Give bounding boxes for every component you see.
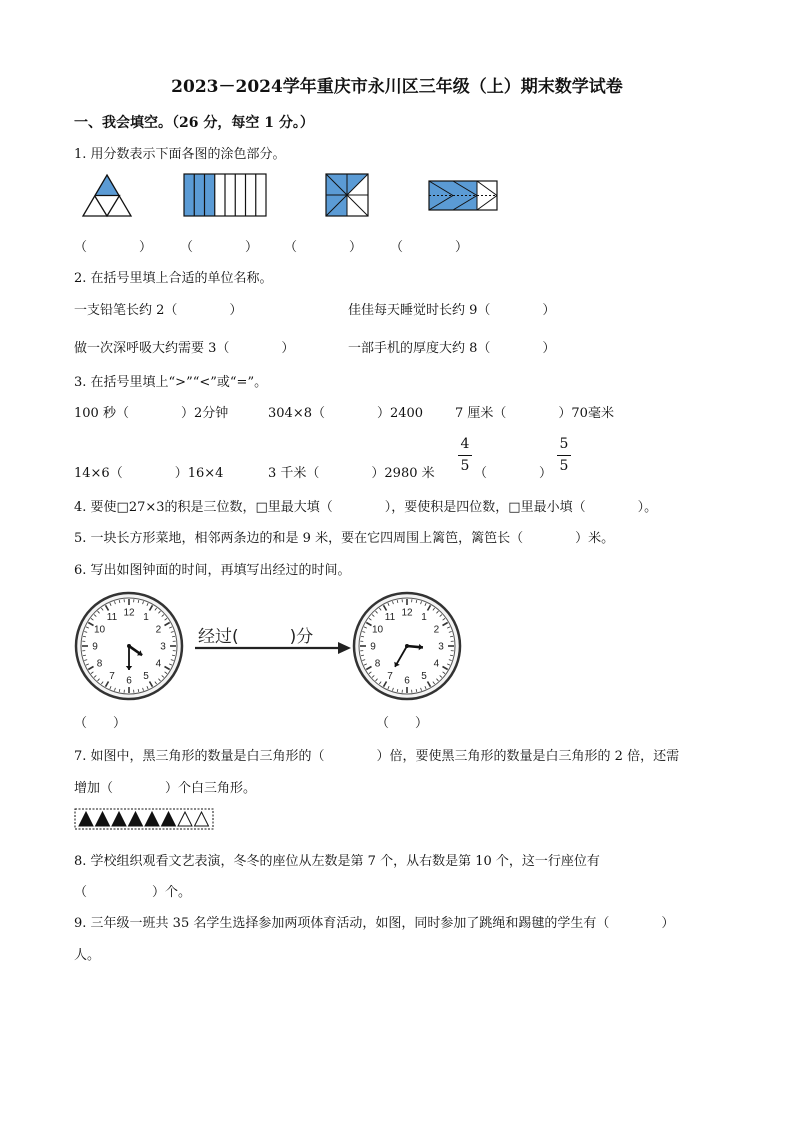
question-6: 6. 写出如图钟面的时间，再填写出经过的时间。 xyxy=(74,563,351,578)
black-triangle xyxy=(96,812,110,826)
clock-number: 9 xyxy=(92,641,98,653)
black-triangle xyxy=(79,812,93,826)
question-2a[interactable]: 一支铅笔长约 2（ ） xyxy=(74,303,243,318)
fraction-denominator: 5 xyxy=(559,458,569,474)
answer-blank[interactable]: （ ） xyxy=(74,240,153,255)
clock-number: 8 xyxy=(374,658,381,670)
figure-strips xyxy=(183,173,267,217)
question-8: 8. 学校组织观看文艺表演，冬冬的座位从左数是第 7 个，从右数是第 10 个，这一行座位有 xyxy=(74,854,600,869)
clock-number: 4 xyxy=(433,658,440,670)
question-3: 3. 在括号里填上“>”“<”或“=”。 xyxy=(74,375,268,390)
question-2d[interactable]: 一部手机的厚度大约 8（ ） xyxy=(348,341,556,356)
figure-square xyxy=(325,173,369,217)
question-2: 2. 在括号里填上合适的单位名称。 xyxy=(74,271,273,286)
answer-blank[interactable]: （ ） xyxy=(390,240,469,255)
compare-item[interactable]: 304×8（ ）2400 xyxy=(268,406,424,421)
white-triangle xyxy=(195,812,209,826)
clock-number: 11 xyxy=(384,612,396,624)
question-2b[interactable]: 佳佳每天睡觉时长约 9（ ） xyxy=(348,303,556,318)
clock-number: 6 xyxy=(126,675,132,687)
question-2c[interactable]: 做一次深呼吸大约需要 3（ ） xyxy=(74,341,295,356)
black-triangle xyxy=(145,812,159,826)
compare-item[interactable]: 7 厘米（ ）70毫米 xyxy=(455,406,614,421)
answer-blank[interactable]: （ ） xyxy=(284,240,363,255)
question-7[interactable]: 7. 如图中，黑三角形的数量是白三角形的（ ）倍，要使黑三角形的数量是白三角形的 2 倍，还需 xyxy=(74,749,680,764)
clock-number: 10 xyxy=(93,624,106,636)
fraction-numerator: 5 xyxy=(559,436,569,452)
clock-number: 5 xyxy=(143,670,149,682)
clock-number: 1 xyxy=(421,612,427,624)
triangle-row xyxy=(74,808,214,830)
clock-number: 12 xyxy=(401,607,413,619)
black-triangle xyxy=(112,812,126,826)
clock-number: 12 xyxy=(123,607,135,619)
clock-number: 6 xyxy=(404,675,410,687)
clock-number: 9 xyxy=(370,641,376,653)
clock-number: 3 xyxy=(438,641,444,653)
compare-item[interactable]: 3 千米（ ）2980 米 xyxy=(268,466,435,481)
question-5[interactable]: 5. 一块长方形菜地，相邻两条边的和是 9 米，要在它四周围上篱笆，篱笆长（ ）米。 xyxy=(74,531,615,546)
fraction-bar xyxy=(557,455,571,456)
clock-number: 7 xyxy=(387,670,393,682)
compare-item[interactable]: 14×6（ ）16×4 xyxy=(74,466,224,481)
clock-number: 2 xyxy=(155,624,162,636)
clock-number: 1 xyxy=(143,612,149,624)
section-heading: 一、我会填空。（26 分，每空 1 分。） xyxy=(74,115,314,131)
clock-number: 3 xyxy=(160,641,166,653)
answer-blank[interactable]: （ ） xyxy=(474,466,553,481)
question-8-cont[interactable]: （ ）个。 xyxy=(74,885,192,900)
question-9[interactable]: 9. 三年级一班共 35 名学生选择参加两项体育活动，如图，同时参加了跳绳和踢毽的学生有（ ） xyxy=(74,916,675,931)
fraction-bar xyxy=(458,455,472,456)
question-9-cont: 人。 xyxy=(74,948,101,963)
fraction-numerator: 4 xyxy=(460,436,470,452)
fraction-denominator: 5 xyxy=(460,458,470,474)
clock-number: 4 xyxy=(155,658,162,670)
question-7-cont[interactable]: 增加（ ）个白三角形。 xyxy=(74,781,257,796)
clock-number: 7 xyxy=(109,670,115,682)
black-triangle xyxy=(129,812,143,826)
clock-left xyxy=(73,592,185,700)
compare-item[interactable]: 100 秒（ ）2分钟 xyxy=(74,406,229,421)
question-4[interactable]: 4. 要使□27×3的积是三位数，□里最大填（ ），要使积是四位数，□里最小填（ ）。 xyxy=(74,500,658,515)
answer-blank[interactable]: （ ） xyxy=(376,716,429,731)
white-triangle xyxy=(178,812,192,826)
figure-rectangle xyxy=(428,180,498,211)
clock-right xyxy=(351,592,463,700)
arrow-label[interactable]: 经过( )分 xyxy=(198,627,314,647)
question-1: 1. 用分数表示下面各图的涂色部分。 xyxy=(74,147,286,162)
black-triangle xyxy=(162,812,176,826)
clock-number: 8 xyxy=(96,658,103,670)
clock-number: 2 xyxy=(433,624,440,636)
figure-triangle xyxy=(82,174,132,218)
answer-blank[interactable]: （ ） xyxy=(180,240,259,255)
clock-number: 11 xyxy=(106,612,118,624)
page-title: 2023－2024学年重庆市永川区三年级（上）期末数学试卷 xyxy=(171,77,623,97)
answer-blank[interactable]: （ ） xyxy=(74,716,127,731)
clock-number: 10 xyxy=(371,624,384,636)
clock-number: 5 xyxy=(421,670,427,682)
